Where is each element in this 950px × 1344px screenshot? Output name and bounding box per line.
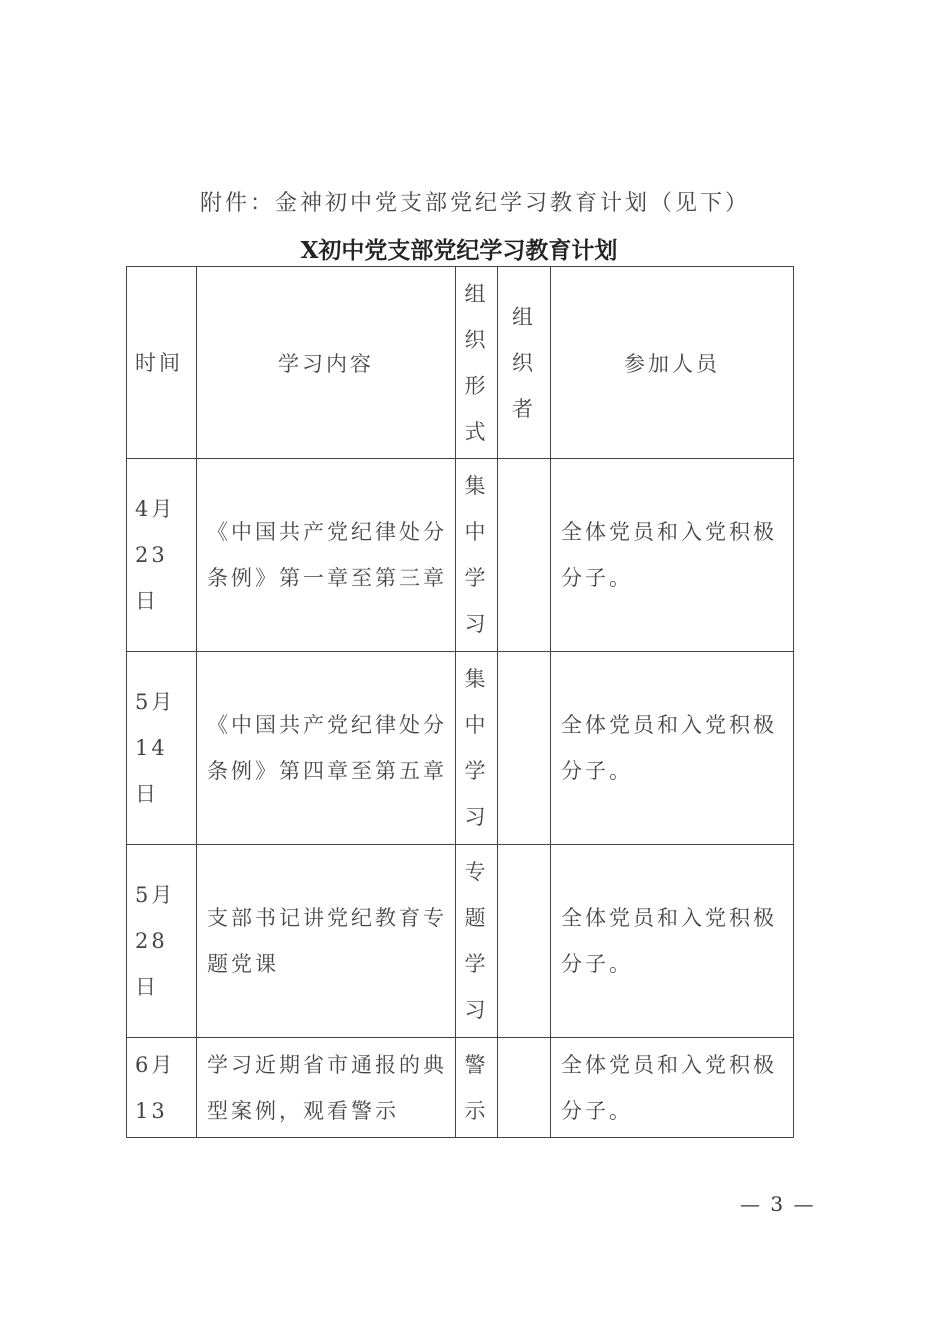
cell-participants: 全体党员和入党积极分子。 — [551, 652, 794, 845]
cell-content: 学习近期省市通报的典型案例，观看警示 — [197, 1038, 456, 1138]
table-row — [127, 845, 794, 1038]
cell-participants: 全体党员和入党积极分子。 — [551, 459, 794, 652]
table-row — [127, 1038, 794, 1138]
cell-organizer — [498, 845, 551, 1038]
page-number: — 3 — — [740, 1192, 816, 1216]
document-title: X初中党支部党纪学习教育计划 — [300, 237, 618, 264]
cell-date: 5月 28 日 — [127, 845, 197, 1038]
header-date: 时间 — [127, 267, 197, 459]
study-plan-table — [126, 266, 794, 1138]
cell-date: 6月 13 — [127, 1038, 197, 1138]
cell-organizer — [498, 459, 551, 652]
table-header-row — [127, 267, 794, 459]
cell-content: 支部书记讲党纪教育专题党课 — [197, 845, 456, 1038]
table-row — [127, 652, 794, 845]
cell-date: 4月 23 日 — [127, 459, 197, 652]
header-organizer: 组 织 者 — [498, 267, 551, 459]
header-participants: 参加人员 — [551, 267, 794, 459]
cell-form: 专 题 学 习 — [456, 845, 498, 1038]
cell-content: 《中国共产党纪律处分条例》第一章至第三章 — [197, 459, 456, 652]
attachment-line: 附件：金神初中党支部党纪学习教育计划（见下） — [199, 191, 750, 216]
cell-organizer — [498, 1038, 551, 1138]
cell-form: 警 示 — [456, 1038, 498, 1138]
cell-form: 集 中 学 习 — [456, 652, 498, 845]
cell-content: 《中国共产党纪律处分条例》第四章至第五章 — [197, 652, 456, 845]
cell-participants: 全体党员和入党积极分子。 — [551, 845, 794, 1038]
cell-form: 集 中 学 习 — [456, 459, 498, 652]
cell-organizer — [498, 652, 551, 845]
table-row — [127, 459, 794, 652]
cell-participants: 全体党员和入党积极分子。 — [551, 1038, 794, 1138]
header-form: 组 织 形 式 — [456, 267, 498, 459]
cell-date: 5月 14 日 — [127, 652, 197, 845]
header-content: 学习内容 — [197, 267, 456, 459]
